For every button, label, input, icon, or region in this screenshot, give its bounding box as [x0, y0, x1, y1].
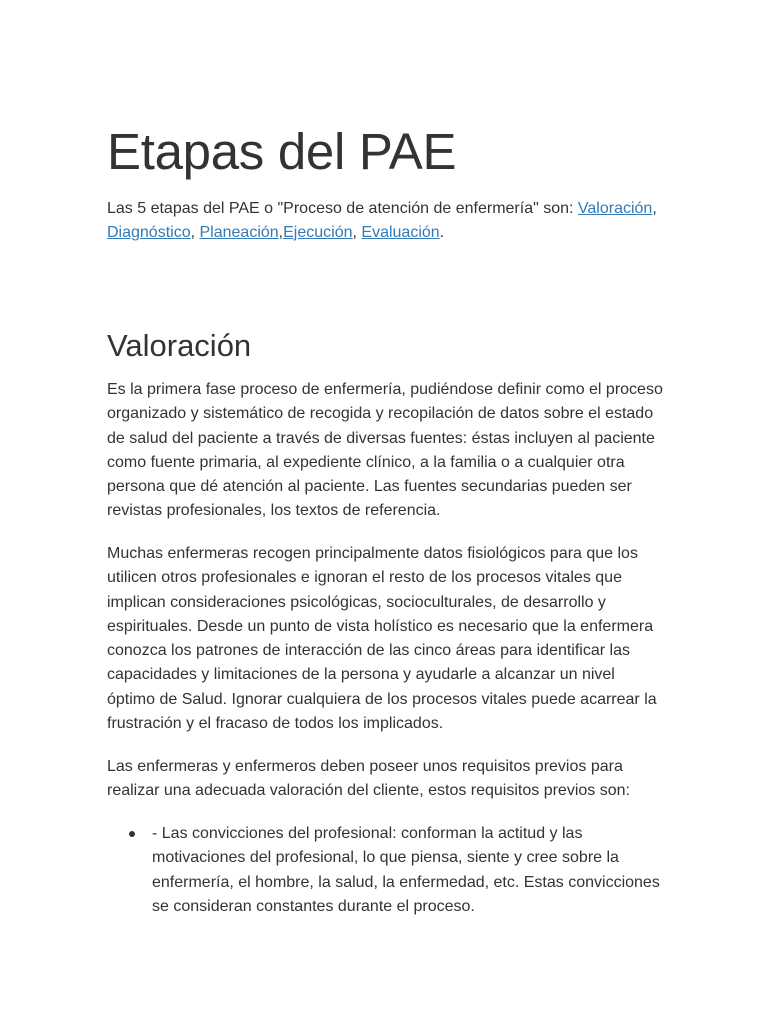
intro-paragraph: [107, 197, 667, 245]
intro-lead: Las 5 etapas del PAE o "Proceso de atención de enfermería" son:: [107, 200, 578, 217]
intro-end: .: [439, 224, 445, 241]
bullet-icon: [129, 831, 135, 837]
link-evaluacion[interactable]: Evaluación: [361, 224, 440, 241]
section-heading: Valoración: [107, 328, 252, 363]
paragraph: Es la primera fase proceso de enfermería, pudiéndose definir como el proceso organizado y sistemático de recogida y recopilación de datos sobre el estado de salud del paciente a través de diversas fuentes: éstas incluyen al paciente como fuente primaria, al expediente clínico, a la familia o a cualquier otra persona que dé atención al paciente. Las fuentes secundarias pueden ser revistas profesionales, los textos de referencia.: [107, 381, 663, 520]
list-item: [152, 822, 667, 919]
requirements-list: [107, 822, 667, 919]
separator: ,: [352, 224, 362, 241]
separator: ,: [190, 224, 200, 241]
paragraph: Muchas enfermeras recogen principalmente datos fisiológicos para que los utilicen otros profesionales e ignoran el resto de los procesos vitales que implican consideraciones psicológicas, socioculturales, de desarrollo y espirituales. Desde un punto de vista holístico es necesario que la enfermera conozca los patrones de interacción de las cinco áreas para identificar las capacidades y limitaciones de la persona y ayudarle a alcanzar un nivel óptimo de Salud. Ignorar cualquiera de los procesos vitales puede acarrear la frustración y el fracaso de todos los implicados.: [107, 545, 657, 733]
list-item-text: - Las convicciones del profesional: conforman la actitud y las motivaciones del profesional, lo que piensa, siente y cree sobre la enfermería, el hombre, la salud, la enfermedad, etc. Estas convicciones se consideran constantes durante el proceso.: [152, 825, 660, 915]
link-diagnostico[interactable]: Diagnóstico: [107, 224, 191, 241]
link-planeacion[interactable]: Planeación: [199, 224, 279, 241]
link-valoracion[interactable]: Valoración: [577, 200, 653, 217]
link-ejecucion[interactable]: Ejecución: [283, 224, 353, 241]
separator: ,: [278, 224, 284, 241]
separator: ,: [652, 200, 657, 217]
page-title: Etapas del PAE: [107, 123, 457, 180]
paragraph: Las enfermeras y enfermeros deben poseer unos requisitos previos para realizar una adecuada valoración del cliente, estos requisitos previos son:: [107, 758, 630, 800]
